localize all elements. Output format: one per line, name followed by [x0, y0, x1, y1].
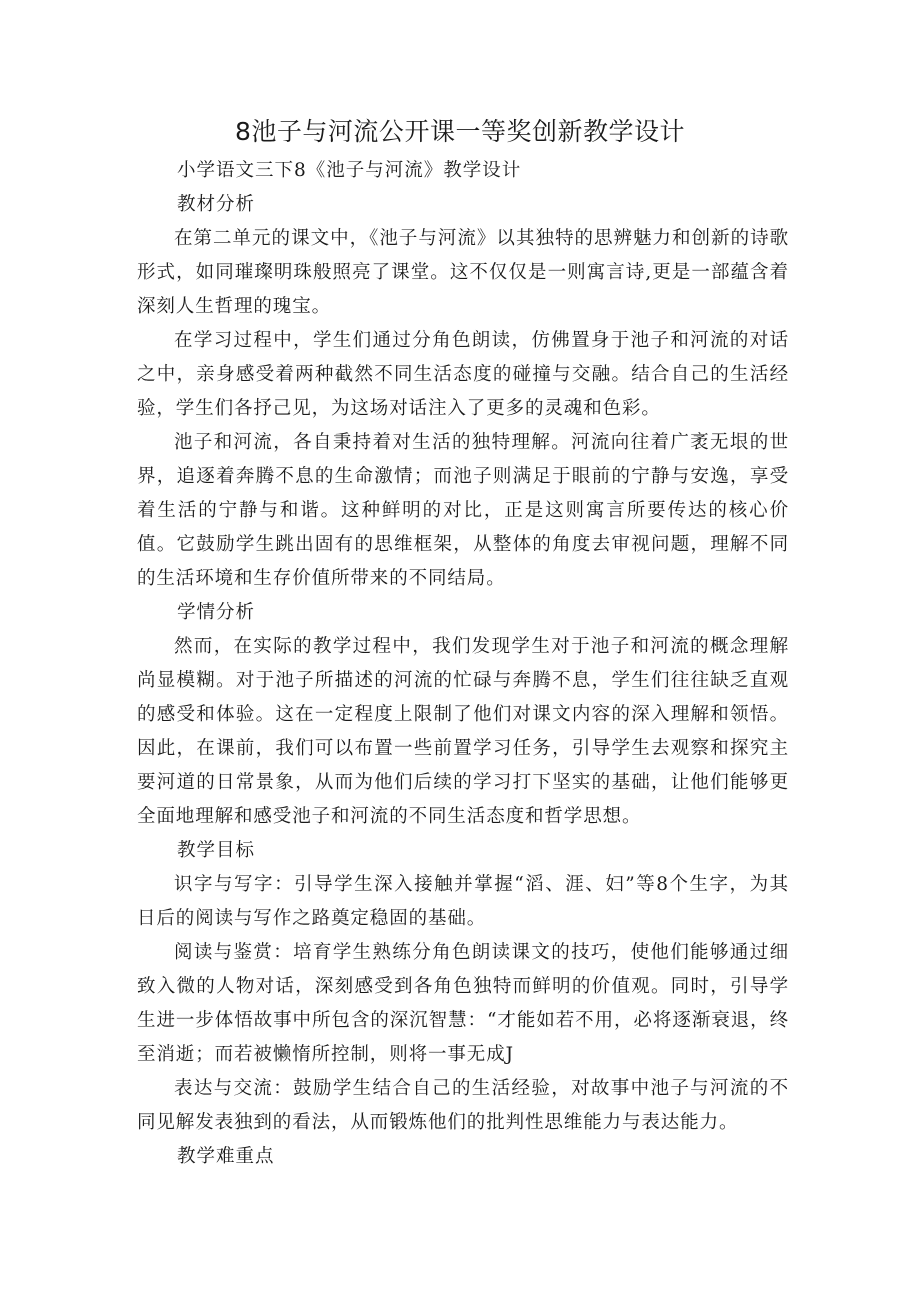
section-heading-teaching-goals: 教学目标: [177, 840, 256, 861]
paragraph: 在学习过程中，学生们通过分角色朗读，仿佛置身于池子和河流的对话之中，亲身感受着两种截然不同生活态度的碰撞与交融。结合自己的生活经验，学生们各抒己见，为这场对话注入了更多的灵魂和色彩。: [137, 330, 789, 419]
section-student-analysis: [137, 630, 789, 834]
paragraph: 然而，在实际的教学过程中，我们发现学生对于池子和河流的概念理解尚显模糊。对于池子所描述的河流的忙碌与奔腾不息，学生们往往缺乏直观的感受和体验。这在一定程度上限制了他们对课文内容的深入理解和领悟。因此，在课前，我们可以布置一些前置学习任务，引导学生去观察和探究主要河道的日常景象，从而为他们后续的学习打下坚实的基础，让他们能够更全面地理解和感受池子和河流的不同生活态度和哲学思想。: [137, 636, 789, 827]
section-heading-key-difficulties: 教学难重点: [177, 1146, 275, 1167]
section-textbook-analysis: [137, 222, 789, 596]
paragraph: 表达与交流：鼓励学生结合自己的生活经验，对故事中池子与河流的不同见解发表独到的看法，从而锻炼他们的批判性思维能力与表达能力。: [137, 1078, 789, 1133]
document-subtitle: 小学语文三下8《池子与河流》教学设计: [177, 160, 522, 181]
paragraph: 识字与写字：引导学生深入接触并掌握“滔、涯、妇”等8个生字，为其日后的阅读与写作之路奠定稳固的基础。: [137, 874, 789, 929]
document-body: [137, 154, 789, 1174]
section-heading-student-analysis: 学情分析: [177, 602, 256, 623]
section-heading-textbook-analysis: 教材分析: [177, 194, 256, 215]
paragraph: 池子和河流，各自秉持着对生活的独特理解。河流向往着广袤无垠的世界，追逐着奔腾不息的生命激情；而池子则满足于眼前的宁静与安逸，享受着生活的宁静与和谐。这种鲜明的对比，正是这则寓言所要传达的核心价值。它鼓励学生跳出固有的思维框架，从整体的角度去审视问题，理解不同的生活环境和生存价值所带来的不同结局。: [137, 432, 789, 589]
paragraph: 在第二单元的课文中，《池子与河流》以其独特的思辨魅力和创新的诗歌形式，如同璀璨明珠般照亮了课堂。这不仅仅是一则寓言诗,更是一部蕴含着深刻人生哲理的瑰宝。: [137, 228, 789, 317]
section-teaching-goals: [137, 868, 789, 1140]
paragraph: 阅读与鉴赏：培育学生熟练分角色朗读课文的技巧，使他们能够通过细致入微的人物对话，深刻感受到各角色独特而鲜明的价值观。同时，引导学生进一步体悟故事中所包含的深沉智慧：“才能如若不用，必将逐渐衰退，终至消逝；而若被懒惰所控制，则将一事无成J: [137, 942, 789, 1065]
document-title: 8池子与河流公开课一等奖创新教学设计: [235, 117, 685, 146]
